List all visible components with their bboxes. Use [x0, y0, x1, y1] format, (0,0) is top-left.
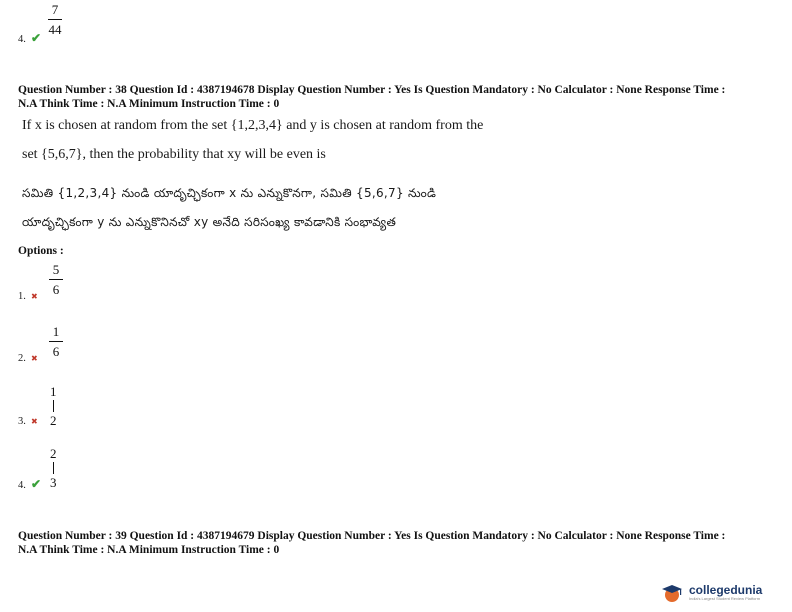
logo-tagline: India's Largest Student Review Platform [689, 595, 761, 601]
prev-option-number: 4. [18, 34, 26, 45]
option-2-number: 2. [18, 353, 26, 364]
question-text-english-2: set {5,6,7}, then the probability that xy will be even is [22, 147, 326, 162]
denominator: 6 [52, 344, 60, 359]
denominator: 2 [50, 413, 57, 428]
option-4-fraction [50, 446, 57, 490]
numerator: 2 [50, 446, 57, 461]
question-text-telugu-2: యాదృచ్ఛికంగా y ను ఎన్నుకొనినచో xy అనేది సరిసంఖ్య కావడానికి సంభావ్యత [22, 215, 397, 229]
logo-name: collegedunia [689, 582, 763, 597]
cross-icon: ✖ [31, 292, 38, 301]
option-4-number: 4. [18, 480, 26, 491]
numerator: 5 [52, 262, 60, 277]
denominator: 3 [50, 475, 57, 490]
fraction-bar [53, 462, 54, 474]
meta-line-1: Question Number : 39 Question Id : 4387194679 Display Question Number : Yes Is Question Mandatory : No Calculator : None Response Time : [18, 530, 726, 542]
options-label: Options : [18, 245, 64, 257]
meta-line-2: N.A Think Time : N.A Minimum Instruction Time : 0 [18, 98, 280, 110]
fraction-bar [49, 279, 63, 280]
denominator: 6 [52, 282, 60, 297]
numerator: 1 [52, 324, 60, 339]
check-icon: ✔ [31, 477, 42, 491]
option-1-number: 1. [18, 291, 26, 302]
cross-icon: ✖ [31, 417, 38, 426]
question-text-english-1: If x is chosen at random from the set {1,2,3,4} and y is chosen at random from the [22, 118, 484, 133]
fraction-bar [48, 19, 62, 20]
check-icon: ✔ [31, 31, 42, 45]
option-1-fraction [49, 262, 63, 297]
question-38-meta [18, 83, 778, 111]
option-3-number: 3. [18, 416, 26, 427]
option-2-fraction [49, 324, 63, 359]
fraction-bar [49, 341, 63, 342]
numerator: 1 [50, 384, 57, 399]
meta-line-1: Question Number : 38 Question Id : 4387194678 Display Question Number : Yes Is Question Mandatory : No Calculator : None Response Time : [18, 84, 726, 96]
option-3-fraction [50, 384, 57, 428]
graduation-cap-icon [659, 583, 685, 601]
numerator: 7 [51, 2, 59, 17]
cross-icon: ✖ [31, 354, 38, 363]
collegedunia-logo [659, 583, 762, 601]
question-39-meta [18, 529, 778, 557]
question-text-telugu-1: సమితి {1,2,3,4} నుండి యాదృచ్ఛికంగా x ను ఎన్నుకొనగా, సమితి {5,6,7} నుండి [22, 186, 437, 200]
prev-option-fraction [48, 2, 62, 37]
meta-line-2: N.A Think Time : N.A Minimum Instruction Time : 0 [18, 544, 280, 556]
denominator: 44 [48, 22, 62, 37]
fraction-bar [53, 400, 54, 412]
